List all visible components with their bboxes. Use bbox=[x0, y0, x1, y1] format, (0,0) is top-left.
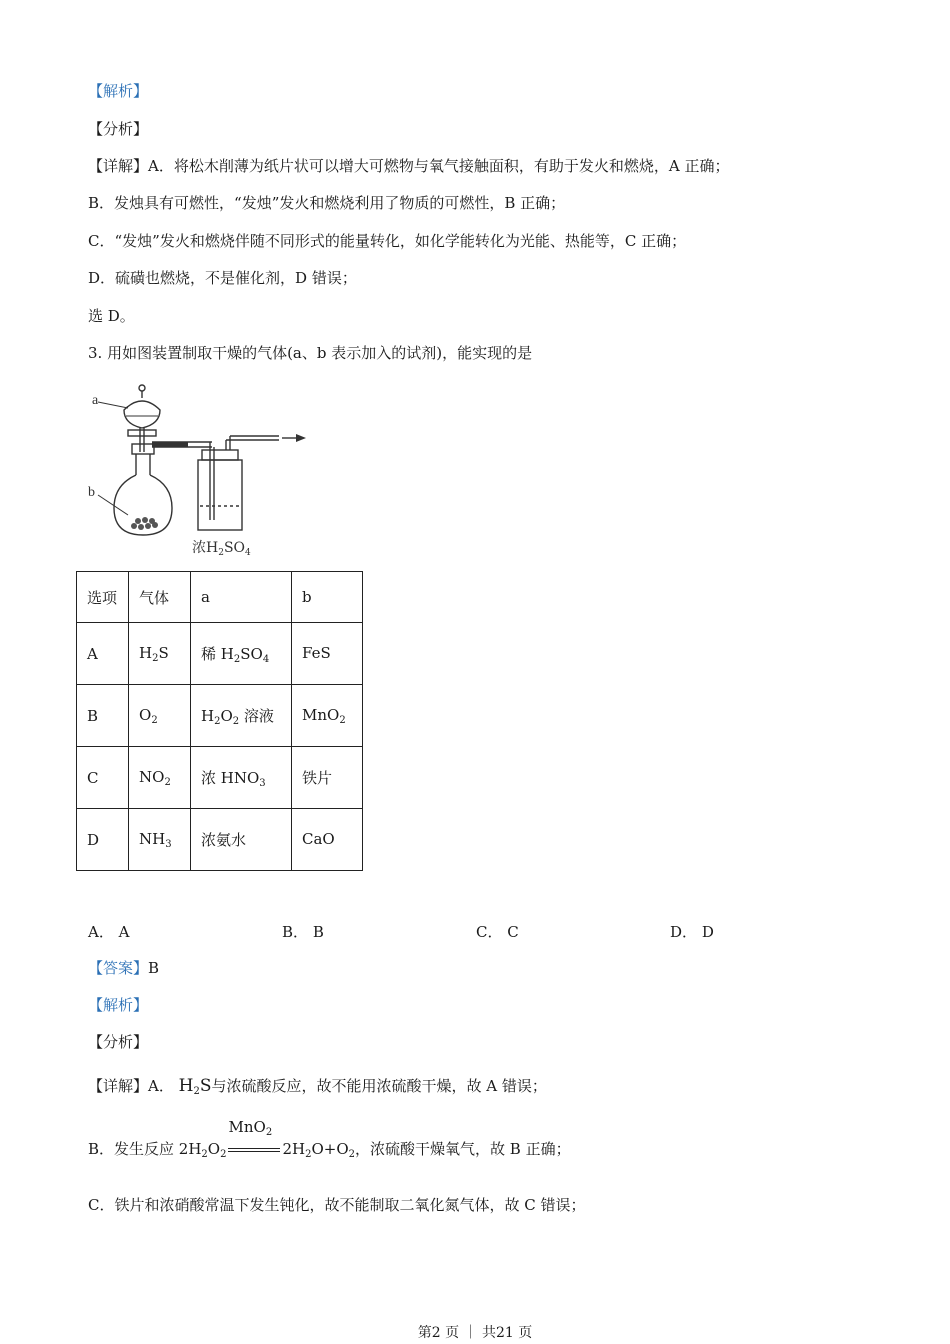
question-stem: 3. 用如图装置制取干燥的气体(a、b 表示加入的试剂)，能实现的是 bbox=[88, 344, 533, 362]
header-option: 选项 bbox=[77, 572, 129, 623]
row-gas: $O_2$ bbox=[129, 685, 191, 747]
fig-caption: 浓$H_2SO_4$ bbox=[192, 540, 251, 558]
reaction-condition: MnO$_2$ bbox=[226, 1139, 282, 1159]
header-b: b bbox=[292, 572, 363, 623]
table-row bbox=[77, 623, 363, 685]
row-reagent-a: 稀 $H_2SO_4$ bbox=[191, 623, 292, 685]
conclusion: 选 D。 bbox=[88, 307, 135, 325]
section-jiexi-2: 【解析】 bbox=[88, 996, 149, 1014]
detail2-b: B．发生反应 $2H_2O_2$ MnO$_2$ $2H_2O+O_2$，浓硫酸干燥氧气，故 B 正确； bbox=[88, 1118, 571, 1160]
answer-label: 【答案】 bbox=[88, 959, 149, 977]
row-option: D bbox=[77, 809, 129, 871]
answer-line bbox=[88, 958, 159, 978]
fig-label-b: b bbox=[88, 485, 95, 500]
row-option: C bbox=[77, 747, 129, 809]
row-gas: $NO_2$ bbox=[129, 747, 191, 809]
row-reagent-b: FeS bbox=[292, 623, 363, 685]
detail-d: D．硫磺也燃烧，不是催化剂，D 错误； bbox=[88, 269, 357, 287]
section-fenxi: 【分析】 bbox=[88, 120, 149, 138]
table-row bbox=[77, 685, 363, 747]
table-row bbox=[77, 747, 363, 809]
detail2-a: 【详解】A． $H_2S$与浓硫酸反应，故不能用浓硫酸干燥，故 A 错误； bbox=[88, 1076, 547, 1097]
row-reagent-b: CaO bbox=[292, 809, 363, 871]
apparatus-svg bbox=[84, 380, 324, 560]
row-gas: $H_2S$ bbox=[129, 623, 191, 685]
table-header-row bbox=[77, 572, 363, 623]
options-table bbox=[76, 571, 363, 871]
apparatus-diagram bbox=[84, 380, 324, 560]
detail-a bbox=[88, 156, 729, 176]
row-reagent-a: $H_2O_2$ 溶液 bbox=[191, 685, 292, 747]
row-reagent-a: 浓 $HNO_3$ bbox=[191, 747, 292, 809]
fig-label-a: a bbox=[92, 393, 99, 408]
section-jiexi: 【解析】 bbox=[88, 82, 149, 100]
row-reagent-a: 浓氨水 bbox=[191, 809, 292, 871]
page-footer: 第2 页 ｜ 共21 页 bbox=[417, 1325, 533, 1341]
row-option: A bbox=[77, 623, 129, 685]
section-fenxi-2: 【分析】 bbox=[88, 1033, 149, 1051]
row-reagent-b: 铁片 bbox=[292, 747, 363, 809]
detail-a-text: A．将松木削薄为纸片状可以增大可燃物与氧气接触面积，有助于发火和燃烧，A 正确； bbox=[148, 157, 730, 175]
detail2-c: C．铁片和浓硝酸常温下发生钝化，故不能制取二氧化氮气体，故 C 错误； bbox=[88, 1196, 586, 1214]
choice-a[interactable]: A． A bbox=[88, 923, 130, 941]
row-option: B bbox=[77, 685, 129, 747]
detail-label: 【详解】 bbox=[88, 157, 149, 175]
detail-c: C．“发烛”发火和燃烧伴随不同形式的能量转化，如化学能转化为光能、热能等，C 正确； bbox=[88, 232, 687, 250]
choice-b[interactable]: B． B bbox=[282, 923, 324, 941]
detail-b: B．发烛具有可燃性，“发烛”发火和燃烧利用了物质的可燃性，B 正确； bbox=[88, 194, 566, 212]
row-reagent-b: MnO$_2$ bbox=[292, 685, 363, 747]
table-row bbox=[77, 809, 363, 871]
header-gas: 气体 bbox=[129, 572, 191, 623]
header-a: a bbox=[191, 572, 292, 623]
choice-d[interactable]: D． D bbox=[670, 923, 714, 941]
row-gas: $NH_3$ bbox=[129, 809, 191, 871]
answer-value: B bbox=[148, 959, 160, 977]
choice-c[interactable]: C． C bbox=[476, 923, 519, 941]
